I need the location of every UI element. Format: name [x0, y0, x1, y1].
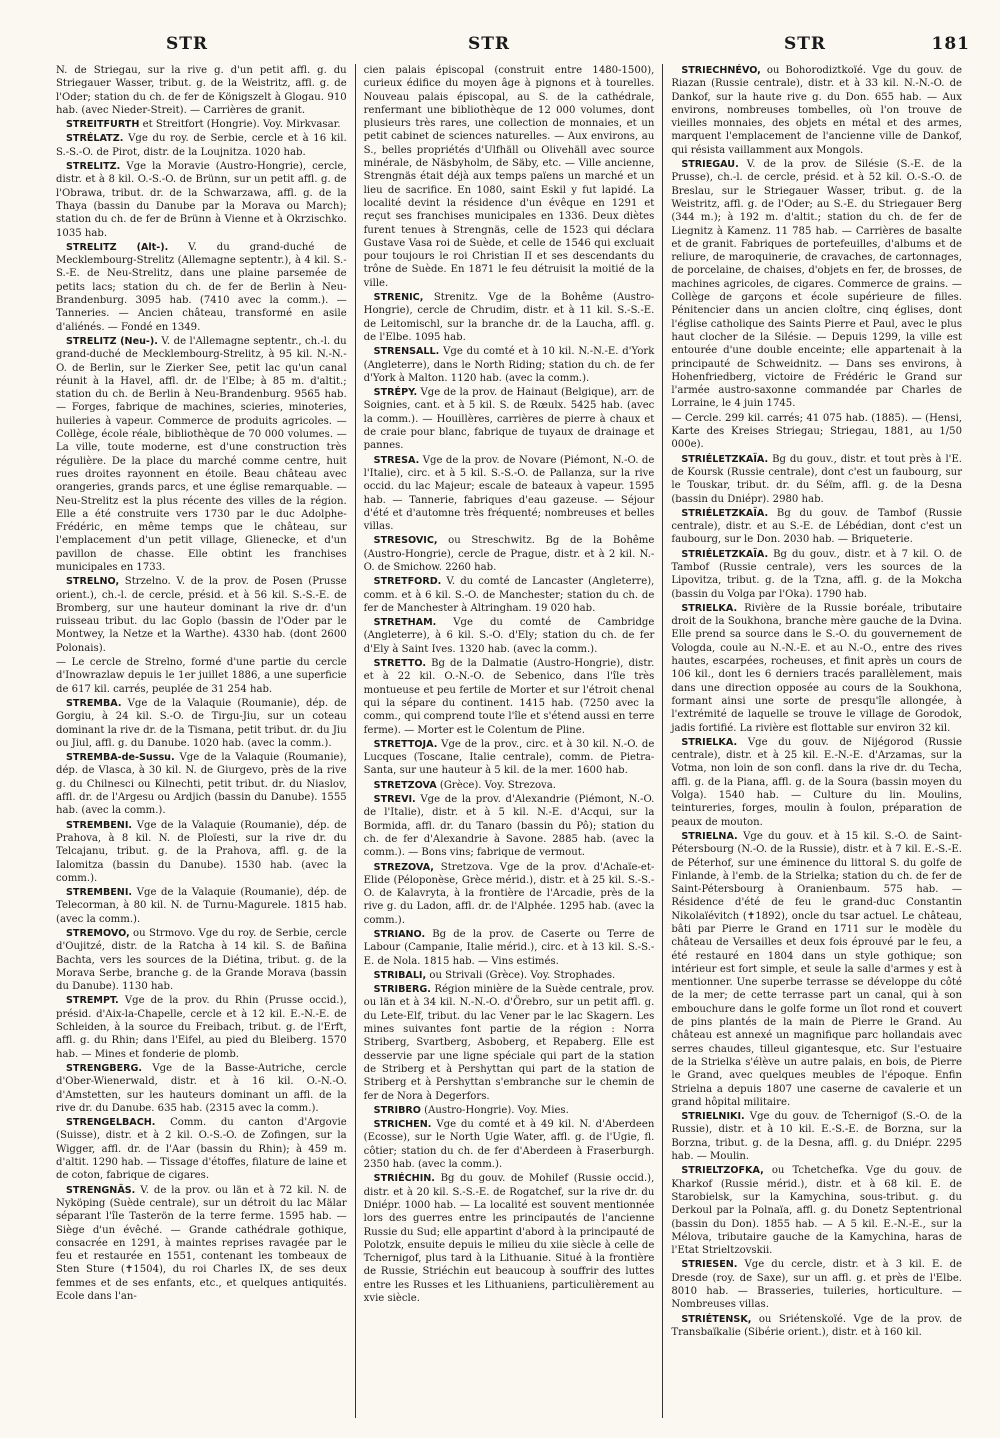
dictionary-entry — [56, 335, 347, 574]
entry-text: V. de la prov. de Silésie (S.-E. de la Prusse), ch.-l. de cercle, présid. et à 52 kil. O.-S.-O. de Breslau, sur le Striegauer Wasser, tribut. g. de la Weistritz, affl. g. de l'Oder; au S.-E. du Striegauer Berg (344 m.); à 192 m. d'altit.; station du ch. de fer de Liegnitz à Kamenz. 11 785 hab. — Carrières de basalte et de granit. Fabriques de portefeuilles, d'albums et de reliure, de maroquinerie, de cravaches, de cartonnages, de porcelaine, de chaises, d'objets en fer, de brosses, de machines agricoles, de cigares. Commerce de grains. — Collège de garçons et école supérieure de filles. Pénitencier dans un ancien cloître, cinq églises, dont l'église catholique des Saints Pierre et Paul, avec le plus haut clocher de la Silésie. — Depuis 1299, la ville est entourée d'une double enceinte; elle appartenait à la principauté de Schweidnitz. — Dans ses environs, à Hohenfriedberg, victoire de Frédéric le Grand sur l'armée austro-saxonne commandée par Charles de Lorraine, le 4 juin 1745. — [671, 159, 963, 410]
entry-text: Vge de la prov. du Rhin (Prusse occid.), présid. d'Aix-la-Chapelle, cercle et à 12 kil. E.-N.-E. de Schleiden, à la source du Freibach, tribut. g. de l'Erft, affl. g. du Rhin; dans l'Eifel, au pied du Bleiberg. 1570 hab. — Mines et fonderie de plomb. — [56, 995, 347, 1060]
entry-text: Vge de la prov., circ. et à 30 kil. N.-O. de Lucques (Toscane, Italie centrale), comm. de Pietra-Santa, sur une hauteur à 5 kil. de la mer. 1600 hab. — [363, 738, 655, 777]
dictionary-entry — [56, 927, 347, 993]
dictionary-entry — [671, 1313, 962, 1340]
entry-text: ou Streschwitz. Bg de la Bohême (Austro-Hongrie), cercle de Prague, distr. et à 2 kil. N.-O. de Smichow. 2260 hab. — [363, 535, 655, 573]
dictionary-entry — [56, 994, 347, 1060]
entry-text: ou Strivali (Grèce). Voy. Strophades. — [429, 969, 616, 981]
dictionary-entry — [364, 969, 655, 982]
entry-text: Vge du roy. de Serbie, cercle et à 16 kil. S.-S.-O. de Pirot, distr. de la Loujnitza. 1020 hab. — [56, 133, 347, 158]
entry-headword: STRICHEN. — [373, 1119, 432, 1131]
entry-headword: STRIELTZOFKA, — [681, 1165, 764, 1177]
dictionary-entry — [671, 1258, 962, 1311]
dictionary-entry — [56, 819, 347, 885]
entry-headword: STRIECHNÉVO, — [681, 65, 761, 76]
running-head-right: STR — [784, 34, 827, 54]
entry-headword: STREMBA. — [66, 697, 122, 709]
dictionary-entry — [56, 241, 347, 334]
entry-headword: STRÉPY. — [373, 387, 418, 399]
entry-text: V. du grand-duché de Mecklembourg-Strelitz (Allemagne septentr.), à 4 kil. S.-S.-E. de Neu-Strelitz, dans une plaine parsemée de petits lacs; station du ch. de fer de Berlin à Neu-Brandenburg. 3095 hab. (7410 avec la comm.). — Tanneries. — Ancien château, transformé en asile d'aliénés. — Fondé en 1349. — [56, 241, 347, 333]
entry-text: Comm. du canton d'Argovie (Suisse), distr. et à 2 kil. O.-S.-O. de Zofingen, sur la Wigger, affl. dr. de l'Aar (bassin du Rhin); à 459 m. d'altit. 1290 hab. — Tissage d'étoffes, filature de laine et de coton, fabrique de cigares. — [56, 1117, 347, 1182]
entry-headword: STRETTO. — [373, 658, 426, 670]
entry-headword: STRÉLATZ. — [66, 133, 124, 145]
entry-headword: STRETFORD. — [373, 576, 442, 588]
entry-text: ou Bohorodiztkoïé. Vge du gouv. de Riazan (Russie centrale), distr. et à 33 kil. N.-N.-O. de Dankof, sur la haute rive g. du Don. 655 hab. — Aux environs, nombreuses tombelles, où l'on trouve de vieilles monnaies, des objets en métal et des armes, marquent l'emplacement de l'ancienne ville de Dankof, qui résista vaillamment aux Mongols. — [671, 65, 963, 156]
entry-headword: STRELITZ (Neu-). — [66, 335, 158, 347]
entry-text: V. de l'Allemagne septentr., ch.-l. du grand-duché de Mecklembourg-Strelitz, à 95 kil. N.-N.-O. de Berlin, sur le Zierker See, petit lac qu'un canal réunit à la Havel, affl. dr. de l'Elbe; à 85 m. d'altit.; station du ch. de Berlin à Neu-Brandenburg. 9565 hab. — Forges, fabrique de machines, scieries, minoteries, huileries à vapeur. Commerce de produits agricoles. — Collège, école réale, bibliothèque de 70 000 volumes. — La ville, toute moderne, est d'une construction très régulière. De la place du marché comme centre, huit rues droites rayonnent en étoile. Beau château avec orangeries, grands parcs, et une église remarquable. — Neu-Strelitz est la plus récente des villes de la région. Elle a été construite vers 1730 par le duc Adolphe-Frédéric, en même temps que le château, sur l'emplacement d'un petit village, Glienecke, et d'un pavillon de chasse. Elle obtint les franchises municipales en 1733. — [56, 335, 347, 573]
entry-headword: STRESOVIC, — [373, 535, 438, 547]
entry-headword: STRIELKA. — [681, 602, 738, 614]
entry-text: V. du comté de Lancaster (Angleterre), comm. et à 6 kil. S.-O. de Manchester; station du ch. de fer de Manchester à Altringham. 19 020 hab. — [363, 576, 655, 614]
dictionary-entry — [364, 793, 655, 859]
entry-text: Strzelno. V. de la prov. de Posen (Prusse orient.), ch.-l. de cercle, présid. et à 56 kil. S.-S.-E. de Bromberg, sur une hauteur dominant la rive dr. d'un ruisseau tribut. du lac Goplo (bassin de l'Oder par le Montwey, la Netze et la Warthe). 4330 hab. (dont 2600 Polonais). — [56, 576, 347, 654]
entry-text: Vge de la Basse-Autriche, cercle d'Ober-Wienerwald, distr. et à 16 kil. O.-N.-O. d'Amstetten, sur les hauteurs dominant un affl. de la rive dr. du Danube. 635 hab. (2315 avec la comm.). — [56, 1062, 347, 1114]
dictionary-entry — [671, 548, 962, 601]
entry-text: Vge de la prov. de Hainaut (Belgique), arr. de Soignies, cant. et à 5 kil. S. de Rœulx. 5425 hab. (avec la comm.). — Houillères, carrières de pierre à chaux et de craie pour blanc, fabrique de tuyaux de drainage et pannes. — [363, 387, 655, 452]
entry-text: ou Sriétenskoïé. Vge de la prov. de Transbaïkalie (Sibérie orient.), distr. et à 160 kil. — [671, 1313, 962, 1338]
dictionary-entry — [56, 751, 347, 817]
entry-text: Bg du gouv. de Mohilef (Russie occid.), distr. et à 20 kil. S.-S.-E. de Rogatchef, sur la rive dr. du Dniépr. 1000 hab. — La localité est souvent mentionnée lors des guerres entre les principautés de l'ancienne Russie du Sud; elle appartint d'abord à la principauté de Polotzk, ensuite depuis le milieu du xiie siècle à celle de Tchernigof, plus tard à la Lithuanie. Situé à la frontière de Russie, Striéchin eut beaucoup à souffrir des luttes entre les Russes et les Lithuaniens, particulièrement au xvie siècle. — [363, 1173, 655, 1305]
dictionary-entry — [671, 1164, 962, 1257]
entry-text: Bg du gouv., distr. et à 7 kil. O. de Tambof (Russie centrale), vers les sources de la Lipovitza, tribut. g. de la Tzna, affl. g. de la Mokcha (bassin du Volga par l'Oka). 1790 hab. — [671, 548, 963, 600]
entry-headword: STRENGBERG. — [66, 1062, 143, 1074]
dictionary-entry — [56, 697, 347, 750]
dictionary-entry — [671, 412, 962, 452]
entry-text: Région minière de la Suède centrale, prov. ou län et à 34 kil. N.-N.-O. d'Örebro, sur un petit affl. g. du Lete-Elf, tribut. du lac Vener par le lac Skagern. Les mines suivantes font partie de la région : Norra Striberg, Svartberg, Asboberg, et Repaberg. Elle est desservie par une ligne spéciale qui part de la station de Striberg et à Pershyttan qui part de la station de Striberg et à Pershyttan s'embranche sur le chemin de fer de Nora à Degerfors. — [363, 984, 655, 1102]
entry-text: V. de la prov. ou län et à 72 kil. N. de Nyköping (Suède centrale), sur un détroit du lac Mälar séparant l'île Tasterön de la terre ferme. 1595 hab. — Siège d'un évêché. — Grande cathédrale gothique, consacrée en 1291, à maintes reprises ravagée par le feu et restaurée en 1551, contenant les tombeaux de Sten Sture (✝1504), du roi Charles IX, de ses deux femmes et de ses enfants, etc., et quelques antiquités. Ecole dans l'an- — [56, 1184, 347, 1303]
entry-headword: STRENGELBACH. — [66, 1117, 156, 1129]
dictionary-entry — [671, 602, 962, 735]
dictionary-entry — [56, 656, 347, 696]
entry-headword: STREMPT. — [66, 995, 119, 1007]
dictionary-entry — [671, 507, 962, 547]
entry-headword: STRELITZ. — [66, 161, 121, 173]
entry-headword: STRIESEN. — [681, 1259, 738, 1271]
entry-headword: STRIÉLETZKAÏA. — [681, 453, 769, 465]
entry-text: Stretzova. Vge de la prov. d'Achaïe-et-Elide (Péloponèse, Grèce mérid.), distr. et à 25 kil. S.-S.-O. de Kalavryta, à la frontière de l'Arcadie, près de la rive g. du Ladon, affl. dr. de l'Alphée. 1295 hab. (avec la comm.). — [363, 861, 655, 926]
entry-text: Bg du gouv. de Tambof (Russie centrale), distr. et au S.-E. de Lébédian, dont c'est un faubourg, sur le Don. 2030 hab. — Briqueterie. — [671, 507, 963, 546]
entry-text: — Cercle. 299 kil. carrés; 41 075 hab. (1885). — (Hensi, Karte des Kreises Striegau; Striegau, 1881, au 1/50 000e). — [671, 412, 963, 451]
entry-text: Rivière de la Russie boréale, tributaire droit de la Soukhona, branche mère gauche de la Dvina. Elle prend sa source dans le S.-O. du gouvernement de Vologda, coule au N.-N.-E. et au N.-O., entre des rives hautes, escarpées, rocheuses, et finit après un cours de 106 kil., dont les 6 derniers tracés parallèlement, mais dans une direction opposée au cours de la Soukhona, formant ainsi une sorte de presqu'île allongée, à l'extrémité de laquelle se trouve le village de Gorodok, jadis fortifié. La rivière est flottable sur environ 32 kil. — [671, 602, 963, 734]
entry-text: Vge de la Valaquie (Roumanie), dép. de Prahova, à 8 kil. N. de Ploïesti, sur la rive dr. du Telcajanu, tribut. g. de la Prahova, affl. g. de la Ialomitza (bassin du Danube). 1530 hab. (avec la comm.). — [56, 819, 347, 884]
entry-text: Vge du comté et à 49 kil. N. d'Aberdeen (Ecosse), sur le North Ugie Water, affl. g. de l'Ugie, fl. côtier; station du ch. de fer d'Aberdeen à Fraserburgh. 2350 hab. (avec la comm.). — [363, 1119, 655, 1171]
dictionary-entry — [56, 886, 347, 926]
dictionary-entry — [364, 64, 655, 290]
entry-text: ou Strmovo. Vge du roy. de Serbie, cercle d'Oujitzé, distr. de la Ratcha à 14 kil. S. de Bañina Bachta, vers les sources de la Diétina, tribut. g. de la Morava Serbe, branche g. de la Grande Morava (bassin du Danube). 1130 hab. — [56, 928, 347, 993]
dictionary-entry — [56, 1116, 347, 1182]
dictionary-entry — [671, 1110, 962, 1163]
entry-text: Vge du gouv. et à 15 kil. S.-O. de Saint-Pétersbourg (N.-O. de la Russie), distr. et à 7 kil. E.-S.-E. de Péterhof, sur une éminence du littoral S. du golfe de Finlande, à l'emb. de la Strielka; station du ch. de fer de Saint-Pétersbourg à Oranienbaum. 575 hab. — Résidence d'été de feu le grand-duc Constantin Nikolaïévitch (✝1892), oncle du tsar actuel. Le château, bâti par Pierre le Grand en 1711 sur le modèle du château de Versailles et deux fois éprouvé par le feu, a été restauré en 1804 dans un style gothique; son intérieur est fort simple, et seule la salle d'armes y est à mentionner. Une superbe terrasse se développe du côté de la mer; de cette terrasse part un canal, qui à son embouchure dans le golfe forme un îlot rond et couvert de pins plantés de la main de Pierre le Grand. Au château est annexé un magnifique parc hollandais avec serres chaudes, tilleul gigantesque, etc. Sur l'estuaire de la Strielka s'élève un autre palais, en bois, de Pierre le Grand, avec quelques meubles de l'époque. Enfin Strielna a depuis 1807 une caserne de cavalerie et un grand hôpital militaire. — [671, 830, 963, 1108]
entry-text: et Streitfort (Hongrie). Voy. Mirkvasar. — [142, 119, 341, 131]
entry-headword: STRETTOJA. — [373, 738, 438, 750]
text-columns — [48, 64, 970, 1418]
entry-headword: STREMOVO, — [66, 928, 130, 939]
entry-text: Vge de la prov. de Novare (Piémont, N.-O. de l'Italie), circ. et à 5 kil. S.-S.-O. de Pallanza, sur la rive occid. du lac Majeur; escale de bateaux à vapeur. 1595 hab. — Tannerie, fabriques d'eau gazeuse. — Séjour d'été et d'automne très fréquenté; nombreuses et belles villas. — [363, 454, 655, 533]
dictionary-entry — [364, 1118, 655, 1171]
entry-headword: STREMBA-de-Sussu. — [66, 752, 175, 764]
entry-headword: STRIEGAU. — [681, 159, 739, 171]
dictionary-entry — [364, 291, 655, 344]
entry-text: Vge la Moravie (Austro-Hongrie), cercle, distr. et à 8 kil. O.-S.-O. de Brünn, sur un petit affl. g. de l'Obrawa, tribut. dr. de la Schwarzawa, affl. g. de la Thaya (bassin du Danube par la Morava ou March); station du ch. de fer de Brünn à Vienne et à Okrzischko. 1035 hab. — [56, 161, 347, 239]
entry-text: Vge de la prov. d'Alexandrie (Piémont, N.-O. de l'Italie), distr. et à 5 kil. N.-E. d'Acqui, sur la Bormida, affl. dr. du Tanaro (bassin du Pô); station du ch. de fer d'Alexandrie à Savone. 2885 hab. (avec la comm.). — Bons vins; fabrique de vermout. — [363, 794, 655, 859]
entry-headword: STRIÉTENSK, — [681, 1313, 752, 1325]
entry-text: Vge du comté de Cambridge (Angleterre), à 6 kil. S.-O. d'Ely; station du ch. de fer d'Ely à Saint Ives. 1320 hab. (avec la comm.). — [363, 617, 655, 655]
running-head — [48, 34, 970, 58]
entry-text: Vge de la Valaquie (Roumanie), dép. de Vlasca, à 30 kil. N. de Giurgevo, près de la rive g. du Chilnesci ou Kilnechti, petit tribut. dr. du Niaslov, affl. dr. de l'Argesu ou Ardjich (bassin du Danube). 1555 hab. (avec la comm.). — [56, 752, 347, 817]
entry-text: Vge du gouv. de Nijégorod (Russie centrale), distr. et à 25 kil. E.-N.-E. d'Arzamas, sur la Votma, non loin de son confl. dans la rive dr. du Techa, affl. g. de la Piana, affl. g. de la Soura (bassin moyen du Volga). 1540 hab. — Culture du lin. Moulins, teintureries, forges, moulin à foulon, préparation de peaux de mouton. — [671, 736, 963, 828]
dictionary-entry — [671, 453, 962, 506]
entry-headword: STRIÉLETZKAÏA. — [681, 548, 769, 560]
dictionary-entry — [56, 160, 347, 240]
entry-text: Bg de la Dalmatie (Austro-Hongrie), distr. et à 22 kil. O.-N.-O. de Sebenico, dans l'île très montueuse et peu fertile de Morter et sur l'étroit chenal qui la sépare du continent. 1415 hab. (7250 avec la comm., qui comprend toute l'île et s'étend aussi en terre ferme). — Morter est le Colentum de Pline. — [363, 658, 655, 736]
entry-text: (Grèce). Voy. Strezova. — [439, 779, 556, 791]
running-head-center: STR — [468, 34, 511, 54]
entry-headword: STRIÉLETZKAÏA. — [681, 507, 769, 519]
entry-headword: STRETZOVA — [373, 779, 437, 791]
entry-headword: STRIBRO — [373, 1104, 421, 1116]
entry-headword: STREMBENI. — [66, 887, 133, 899]
entry-headword: STRIÉCHIN. — [373, 1173, 435, 1185]
entry-headword: STREVI. — [373, 794, 416, 806]
entry-text: Vge du cercle, distr. et à 3 kil. E. de Dresde (roy. de Saxe), sur un affl. g. et près de l'Elbe. 8010 hab. — Brasseries, tuileries, horticulture. — Nombreuses villas. — [671, 1259, 963, 1311]
dictionary-entry — [364, 779, 655, 792]
entry-text: cien palais épiscopal (construit entre 1480-1500), curieux édifice du moyen âge à pignons et à tourelles. Nouveau palais épiscopal, au S. de la cathédrale, renfermant une bibliothèque de 12 000 volumes, dont plusieurs très rares, une collection de monnaies, et un petit cabinet de sciences naturelles. — Aux environs, au S., belles propriétés d'Ulfhäll ou Olivehäll avec source minérale, de Näsbyholm, de Säby, etc. — Ville ancienne, Strengnäs était déjà aux temps païens un marché et un lieu de sacrifice. En 1080, saint Eskil y fut lapidé. La localité devint la résidence d'un évêque en 1291 et reçut ses franchises municipales en 1336. Deux diètes furent tenues à Strengnäs, celle de 1523 qui déclara Gustave Vasa roi de Suède, et celle de 1546 qui excluait pour toujours le roi Christian II et ses descendants du trône de Suède. En 1871 le feu détruisit la moitié de la ville. — [363, 65, 655, 289]
entry-text: N. de Striegau, sur la rive g. d'un petit affl. g. du Striegauer Wasser, tribut. g. de la Weistritz, affl. g. de l'Oder; station du ch. de fer de Königszelt à Glogau. 910 hab. (avec Nieder-Streit). — Carrières de granit. — [56, 65, 347, 116]
dictionary-entry — [364, 1104, 655, 1117]
entry-text: ou Tchetchefka. Vge du gouv. de Kharkof (Russie mérid.), distr. et à 68 kil. E. de Starobielsk, sur la Kamychina, sous-tribut. g. du Derkoul par la Polnaïa, affl. g. du Donetz Septentrional (bassin du Don). 1855 hab. — A 5 kil. E.-N.-E., sur la Mélova, tributaire gauche de la Kamychina, haras de l'Etat Strieltzovskii. — [671, 1165, 963, 1257]
dictionary-entry — [671, 64, 962, 157]
entry-text: Bg de la prov. de Caserte ou Terre de Labour (Campanie, Italie mérid.), circ. et à 13 kil. S.-S.-E. de Nola. 1815 hab. — Vins estimés. — [363, 929, 655, 967]
page-number: 181 — [931, 34, 970, 54]
entry-headword: STRIELKA. — [681, 736, 738, 748]
entry-text: (Austro-Hongrie). Voy. Mies. — [424, 1104, 569, 1116]
entry-headword: STRESA. — [373, 454, 420, 466]
entry-text: Vge de la Valaquie (Roumanie), dép. de Telecorman, à 80 kil. N. de Turnu-Magurele. 1815 hab. (avec la comm.). — [56, 887, 347, 925]
entry-headword: STRIELNA. — [681, 830, 738, 842]
dictionary-entry — [364, 738, 655, 778]
entry-headword: STRENGNÄS. — [66, 1184, 136, 1196]
dictionary-entry — [364, 616, 655, 656]
dictionary-entry — [56, 132, 347, 159]
entry-headword: STRIANO. — [373, 929, 426, 940]
dictionary-entry — [364, 386, 655, 452]
entry-headword: STRENIC, — [373, 292, 424, 304]
dictionary-entry — [364, 657, 655, 737]
entry-text: Vge du gouv. de Tchernigof (S.-O. de la Russie), distr. et à 10 kil. E.-S.-E. de Borzna, sur la Borzna, tribut. g. de la Desna, affl. g. du Dniépr. 2295 hab. — Moulin. — [671, 1111, 963, 1163]
dictionary-entry — [364, 534, 655, 574]
dictionary-entry — [364, 983, 655, 1103]
entry-text: Vge de la Valaquie (Roumanie), dép. de Gorgiu, à 24 kil. S.-O. de Tirgu-Jiu, sur un coteau dominant la rive dr. de la Tismana, petit tribut. dr. du Jiu ou Jiul, affl. g. du Danube. 1020 hab. (avec la comm.). — [56, 697, 347, 749]
dictionary-entry — [364, 928, 655, 968]
entry-headword: STRIELNIKI. — [681, 1111, 745, 1123]
dictionary-entry — [56, 1184, 347, 1304]
entry-text: Strenitz. Vge de la Bohême (Austro-Hongrie), cercle de Chrudim, distr. et à 11 kil. S.-S.-E. de Leitomischl, sur la branche dr. de la Laucha, affl. g. de l'Elbe. 1095 hab. — [363, 292, 655, 343]
entry-headword: STRIBALI, — [373, 969, 427, 981]
dictionary-entry — [364, 575, 655, 615]
entry-headword: STREMBENI. — [66, 819, 133, 831]
dictionary-entry — [56, 1062, 347, 1115]
dictionary-entry — [671, 830, 962, 1109]
entry-headword: STRIBERG. — [373, 984, 431, 996]
entry-headword: STRETHAM. — [373, 617, 437, 629]
dictionary-entry — [56, 575, 347, 655]
dictionary-entry — [56, 118, 347, 131]
dictionary-entry — [364, 454, 655, 534]
dictionary-entry — [364, 861, 655, 927]
running-head-left: STR — [166, 34, 209, 54]
dictionary-entry — [364, 345, 655, 385]
dictionary-entry — [671, 736, 962, 829]
dictionary-entry — [56, 64, 347, 117]
entry-text: Vge du comté et à 10 kil. N.-N.-E. d'York (Angleterre), dans le North Riding; station du ch. de fer d'York à Malton. 1120 hab. (avec la comm.). — [363, 346, 655, 384]
column-left — [48, 64, 355, 1418]
entry-headword: STREZOVA, — [373, 861, 434, 873]
dictionary-entry — [671, 158, 962, 411]
dictionary-entry — [364, 1172, 655, 1305]
column-right — [662, 64, 970, 1418]
column-middle — [355, 64, 663, 1418]
entry-headword: STRELNO, — [66, 576, 120, 588]
entry-headword: STREITFURTH — [66, 119, 140, 131]
entry-text: — Le cercle de Strelno, formé d'une partie du cercle d'Inowrazlaw depuis le 1er juillet 1886, a une superficie de 617 kil. carrés, peuplée de 31 254 hab. — [56, 657, 347, 695]
entry-headword: STRENSALL. — [373, 346, 440, 358]
entry-text: Bg du gouv., distr. et tout près à l'E. de Koursk (Russie centrale), dont c'est un faubourg, sur le Touskar, tribut. dr. du Séïm, affl. g. de la Desna (bassin du Dniépr). 2980 hab. — [671, 453, 963, 505]
entry-headword: STRELITZ (Alt-). — [66, 241, 169, 253]
